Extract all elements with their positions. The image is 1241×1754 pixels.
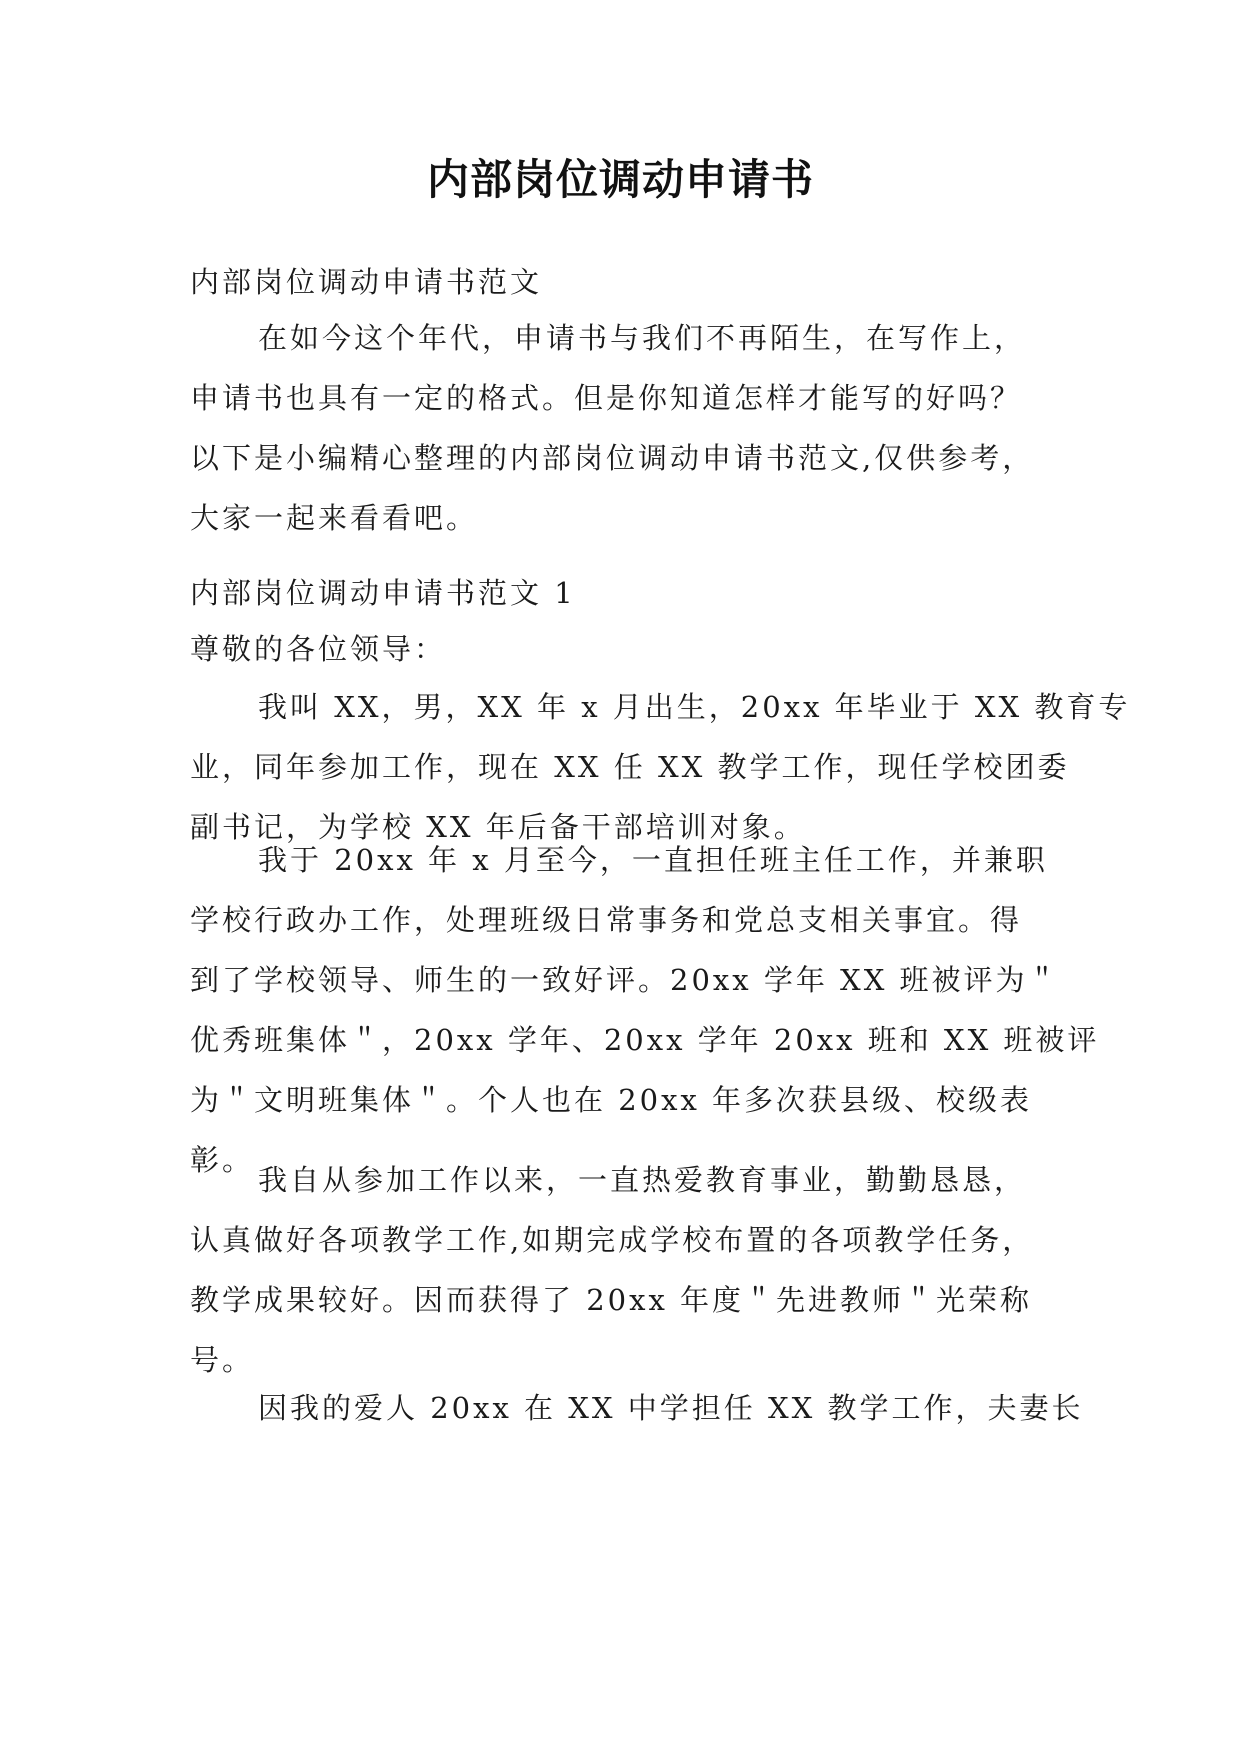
paragraph-line: 认真做好各项教学工作,如期完成学校布置的各项教学任务，	[190, 1223, 1035, 1257]
sample-heading	[190, 563, 1050, 623]
paragraph-line: 我叫 XX，男，XX 年 x 月出生，20xx 年毕业于 XX 教育专	[258, 690, 1131, 724]
paragraph-line: 为＂文明班集体＂。个人也在 20xx 年多次获县级、校级表	[190, 1083, 1033, 1117]
paragraph-line: 副书记，为学校 XX 年后备干部培训对象。	[190, 810, 806, 844]
document-title: 内部岗位调动申请书	[426, 155, 814, 204]
paragraph-line: 学校行政办工作，处理班级日常事务和党总支相关事宜。得	[190, 903, 1023, 937]
paragraph-line: 因我的爱人 20xx 在 XX 中学担任 XX 教学工作，夫妻长	[258, 1391, 1084, 1425]
paragraph-line: 到了学校领导、师生的一致好评。20xx 学年 XX 班被评为＂	[190, 963, 1060, 997]
sample-heading-text: 内部岗位调动申请书范文 1	[190, 576, 576, 610]
intro-line: 申请书也具有一定的格式。但是你知道怎样才能写的好吗？	[190, 381, 1023, 415]
paragraph-2	[190, 830, 1100, 1190]
intro-heading-text: 内部岗位调动申请书范文	[190, 265, 543, 299]
paragraph-line: 教学成果较好。因而获得了 20xx 年度＂先进教师＂光荣称	[190, 1283, 1033, 1317]
intro-heading	[190, 252, 1050, 312]
intro-line: 大家一起来看看吧。	[190, 501, 479, 535]
paragraph-line: 彰。	[190, 1143, 255, 1177]
intro-paragraph	[190, 308, 1050, 548]
intro-line: 以下是小编精心整理的内部岗位调动申请书范文,仅供参考，	[190, 441, 1035, 475]
intro-line: 在如今这个年代，申请书与我们不再陌生，在写作上，	[258, 321, 1027, 355]
paragraph-line: 我于 20xx 年 x 月至今，一直担任班主任工作，并兼职	[258, 843, 1048, 877]
paragraph-line: 我自从参加工作以来，一直热爱教育事业，勤勤恳恳，	[258, 1163, 1027, 1197]
paragraph-line: 号。	[190, 1343, 255, 1377]
paragraph-line: 优秀班集体＂，20xx 学年、20xx 学年 20xx 班和 XX 班被评	[190, 1023, 1100, 1057]
paragraph-4	[190, 1378, 1084, 1438]
paragraph-line: 业，同年参加工作，现在 XX 任 XX 教学工作，现任学校团委	[190, 750, 1070, 784]
salutation	[190, 619, 1050, 679]
paragraph-3	[190, 1150, 1050, 1390]
salutation-text: 尊敬的各位领导：	[190, 632, 447, 666]
